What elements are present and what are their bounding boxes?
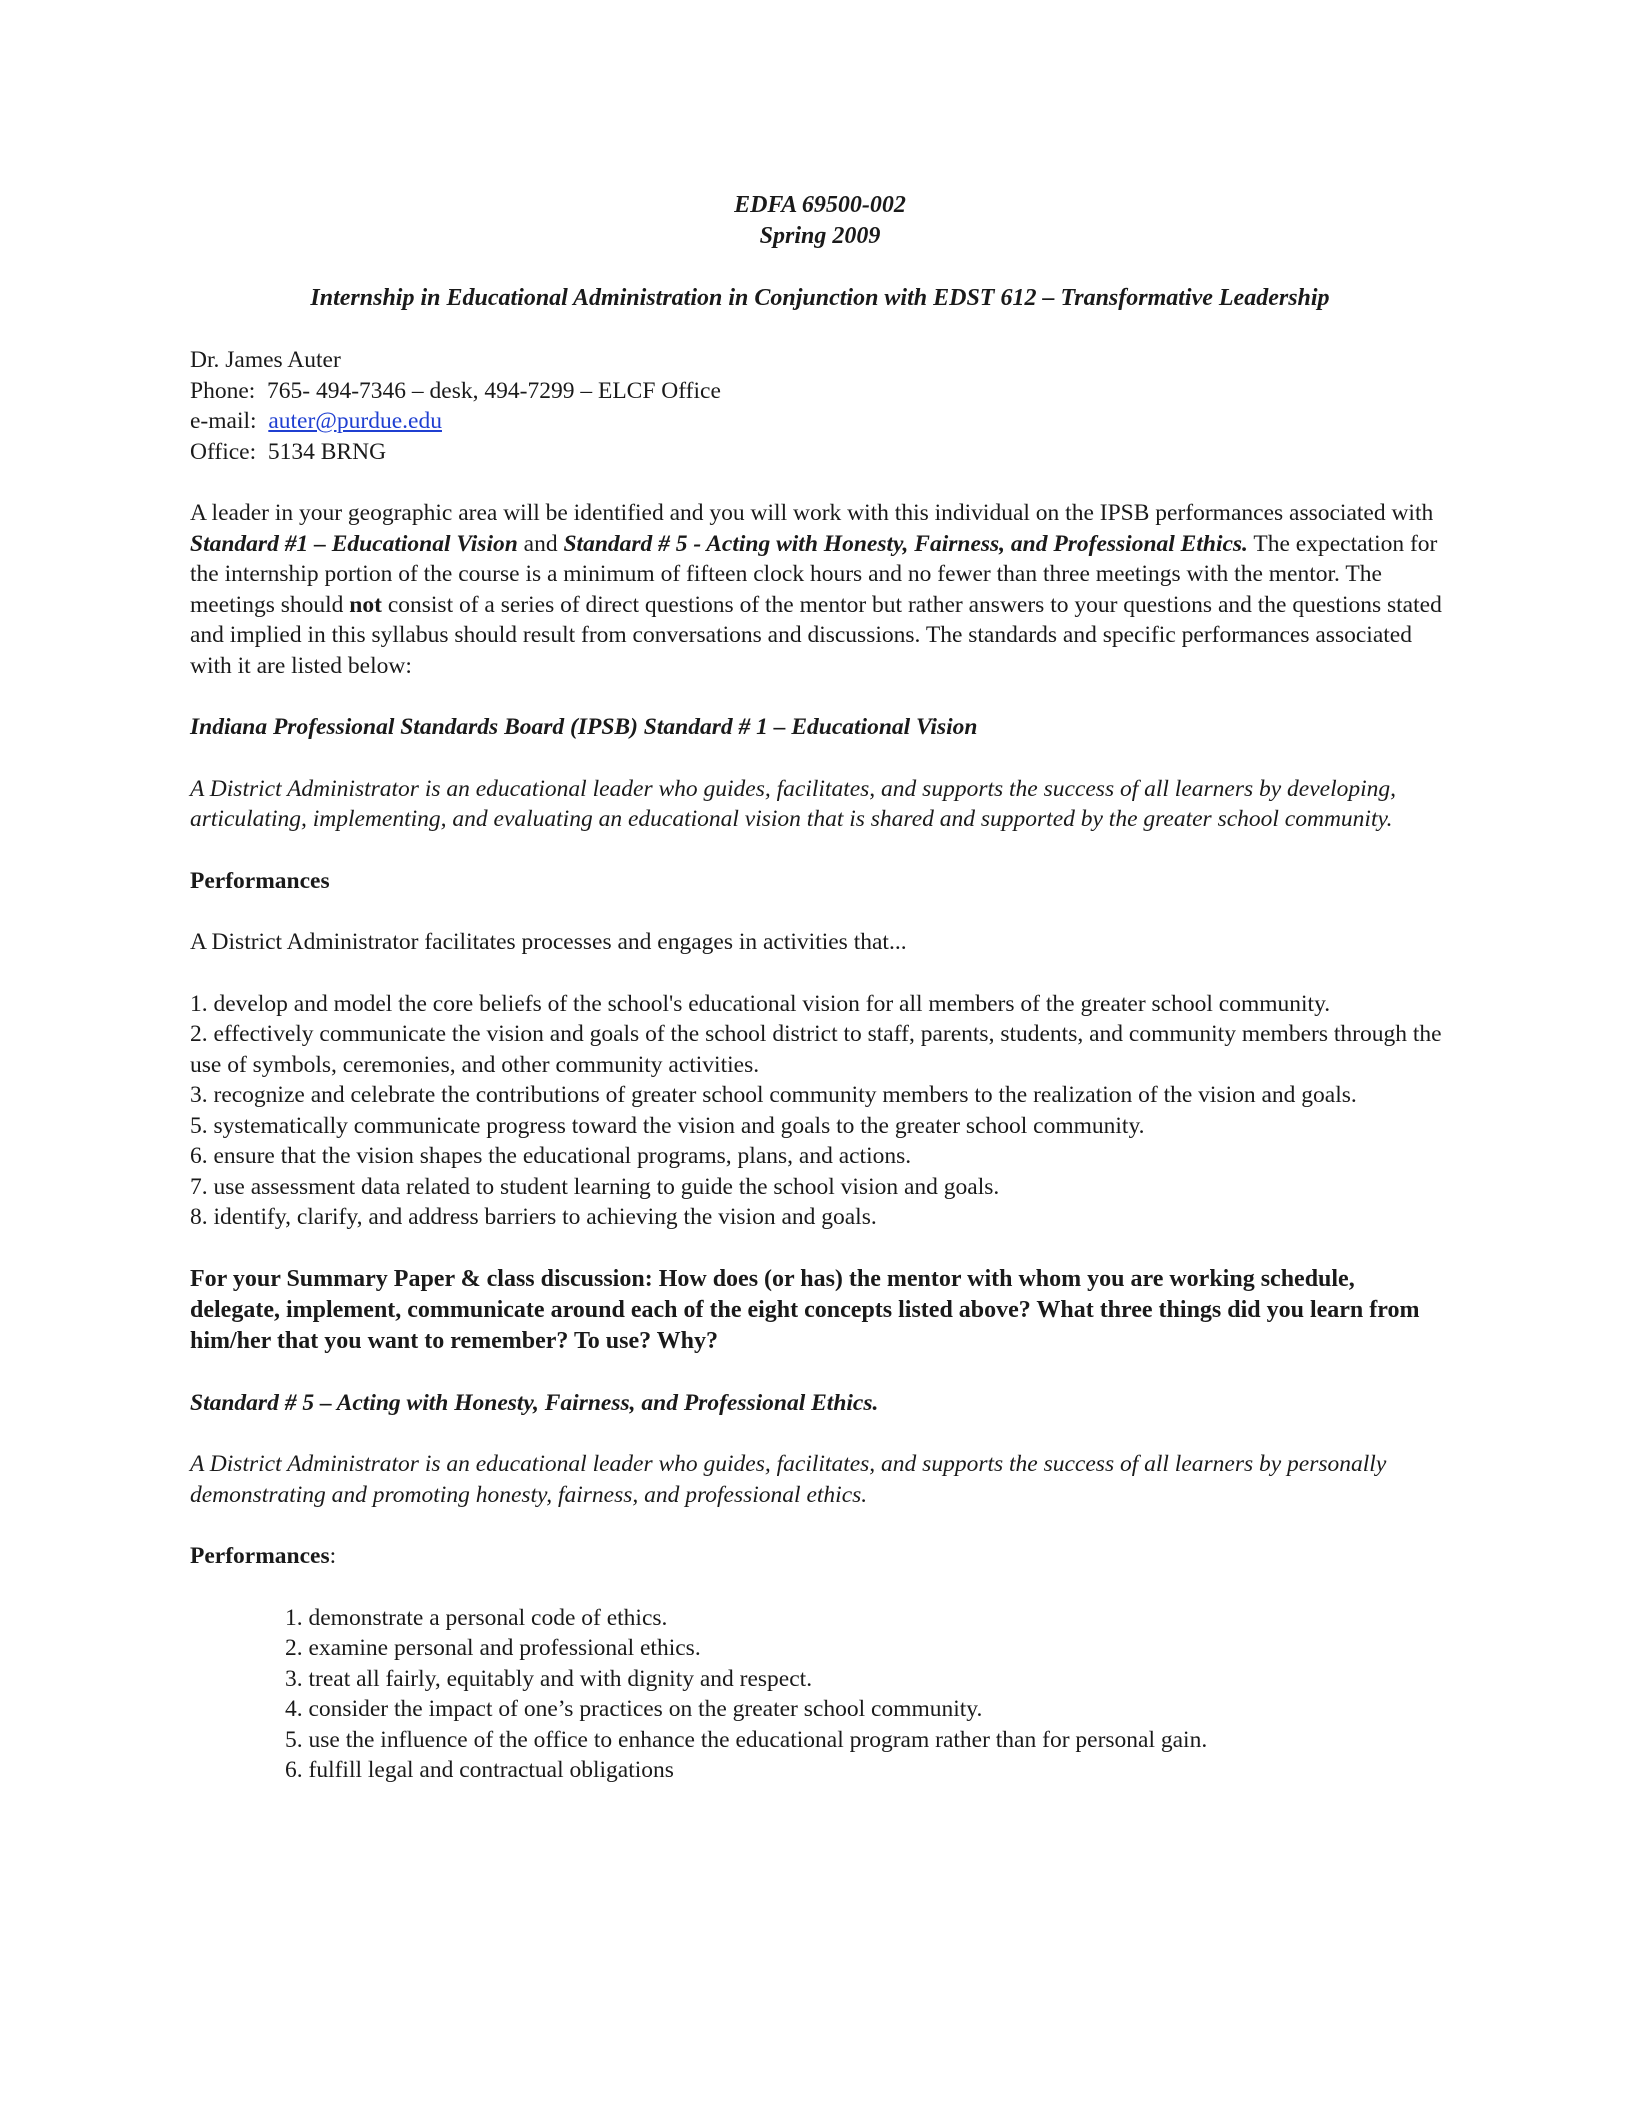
list-item: 3. recognize and celebrate the contributions of greater school community members to the realization of the vision and goals. [190,1082,1357,1108]
office-value: 5134 BRNG [267,438,387,465]
list-item: 1. develop and model the core beliefs of the school's educational vision for all members of the greater school community. [190,990,1331,1017]
intro-text-1: A leader in your geographic area will be identified and you will work with this individual on the IPSB performances associated with [190,500,1434,526]
standard-5-performances-label: Performances [190,1543,330,1569]
instructor-office [190,437,1450,468]
standard-1-heading: Indiana Professional Standards Board (IPSB) Standard # 1 – Educational Vision [190,714,978,740]
list-item: 3. treat all fairly, equitably and with dignity and respect. [285,1665,813,1692]
list-item: 6. fulfill legal and contractual obligations [285,1757,674,1783]
standard-5-performance-list [190,1603,1450,1786]
instructor-info [190,345,1450,467]
list-item: 2. effectively communicate the vision and goals of the school district to staff, parents, students, and community members through the use of symbols, ceremonies, and other community activities. [190,1021,1442,1078]
course-title: Internship in Educational Administration in Conjunction with EDST 612 – Transformative Leadership [310,285,1330,311]
standard-1-performances-heading: Performances [190,867,330,894]
list-item: 7. use assessment data related to student learning to guide the school vision and goals. [190,1173,1000,1200]
intro-paragraph [190,498,1450,681]
standard-5-performances-colon: : [329,1543,337,1569]
standard-5-heading: Standard # 5 – Acting with Honesty, Fairness, and Professional Ethics. [190,1389,879,1416]
course-term: Spring 2009 [759,223,881,249]
list-item: 5. use the influence of the office to enhance the educational program rather than for personal gain. [285,1726,1208,1753]
instructor-phone [190,376,1450,407]
intro-text-3: consist of a series of direct questions of the mentor but rather answers to your questions and the questions stated and implied in this syllabus should result from conversations and discussions. The standards and specific performances associated with it are listed below: [190,591,1442,679]
standard-1-performance-list [190,989,1450,1233]
list-item: 6. ensure that the vision shapes the educational programs, plans, and actions. [190,1143,912,1169]
instructor-name: Dr. James Auter [190,347,341,373]
list-item: 1. demonstrate a personal code of ethics. [285,1604,668,1631]
intro-and: and [517,530,564,557]
list-item: 5. systematically communicate progress toward the vision and goals to the greater school community. [190,1112,1145,1139]
standard-1-lead-in: A District Administrator facilitates processes and engages in activities that... [190,929,907,955]
phone-label: Phone: [190,377,256,404]
course-code: EDFA 69500-002 [734,192,906,218]
intro-standard-1: Standard #1 – Educational Vision [190,530,518,557]
standard-5-description: A District Administrator is an educational leader who guides, facilitates, and supports the success of all learners by personally demonstrating and promoting honesty, fairness, and professional ethics. [190,1451,1387,1508]
document-content [190,190,1450,1786]
standard-1-description: A District Administrator is an educational leader who guides, facilitates, and supports the success of all learners by developing, articulating, implementing, and evaluating an educational vision that is shared and supported by the greater school community. [190,775,1397,832]
instructor-email [190,406,1450,437]
intro-not: not [349,591,382,618]
list-item: 2. examine personal and professional ethics. [285,1635,701,1661]
intro-standard-5: Standard # 5 - Acting with Honesty, Fairness, and Professional Ethics. [563,530,1248,557]
phone-value: 765- 494-7346 – desk, 494-7299 – ELCF Office [267,377,721,404]
list-item: 8. identify, clarify, and address barriers to achieving the vision and goals. [190,1204,877,1230]
office-label: Office: [190,438,257,465]
email-label: e-mail: [190,408,257,434]
summary-paper-prompt: For your Summary Paper & class discussion: How does (or has) the mentor with whom you are working schedule, delegate, implement, communicate around each of the eight concepts listed above? What three things did you learn from him/her that you want to remember? To use? Why? [190,1265,1420,1354]
intro-text-2: The expectation for the internship portion of the course is a minimum of fifteen clock hours and no fewer than three meetings with the mentor. The meetings should [190,530,1438,618]
email-link[interactable]: auter@purdue.edu [268,408,442,434]
list-item: 4. consider the impact of one’s practices on the greater school community. [285,1696,983,1722]
standard-5-performances-heading [190,1541,1450,1572]
